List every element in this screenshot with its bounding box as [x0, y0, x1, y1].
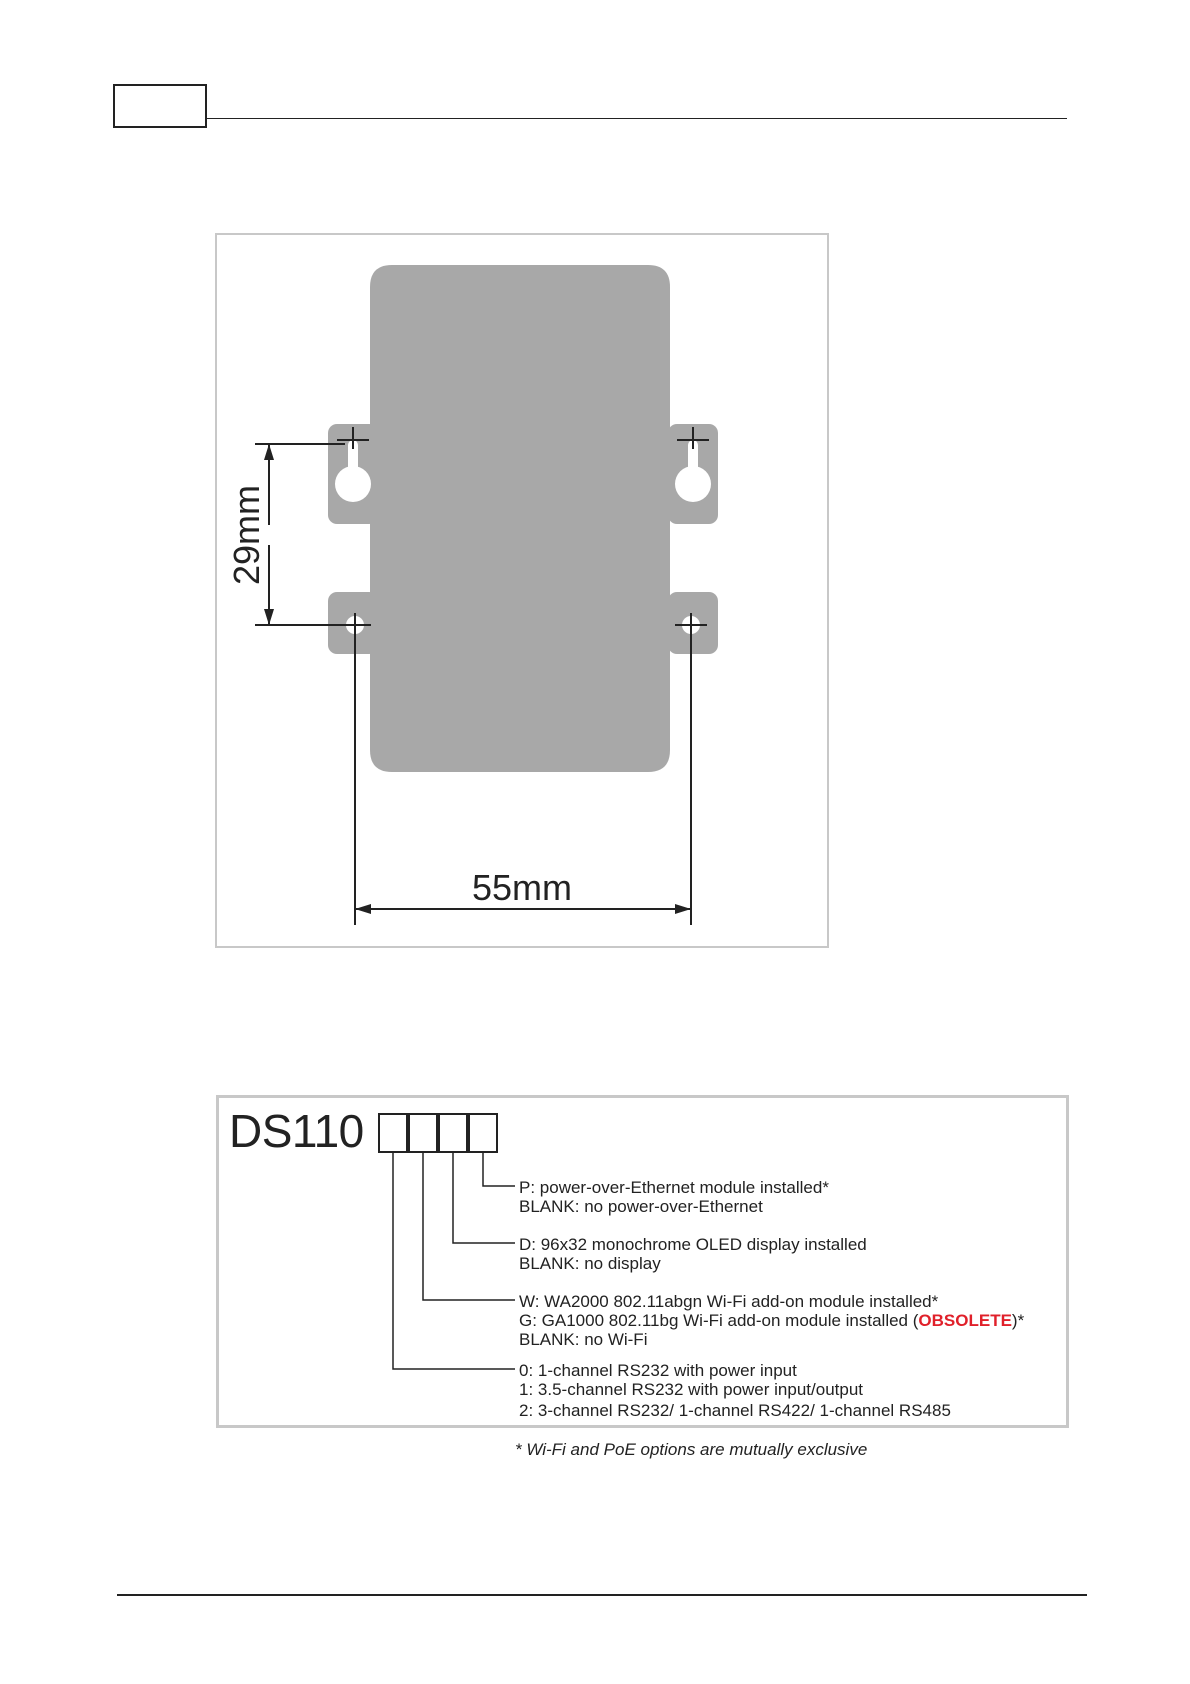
option-display-blank: BLANK: no display: [519, 1254, 661, 1273]
option-poe-blank: BLANK: no power-over-Ethernet: [519, 1197, 763, 1216]
width-dimension-label: 55mm: [471, 867, 573, 908]
ordering-code-frame: [216, 1095, 1069, 1428]
option-boxes: [379, 1114, 497, 1152]
option-box-1: [379, 1114, 407, 1152]
leader-wifi: [423, 1152, 515, 1300]
height-dimension-label: 29mm: [226, 484, 267, 586]
leader-lines: [393, 1152, 515, 1369]
mounting-diagram: [217, 235, 831, 950]
header-rule: [207, 118, 1067, 119]
leader-display: [453, 1152, 515, 1243]
page-number-box: [113, 84, 207, 128]
footer-rule: [117, 1594, 1087, 1596]
option-box-3: [439, 1114, 467, 1152]
option-wifi-blank: BLANK: no Wi-Fi: [519, 1330, 648, 1349]
option-poe-installed: P: power-over-Ethernet module installed*: [519, 1178, 829, 1197]
option-wifi-ga1000: [519, 1311, 1024, 1330]
obsolete-suffix: )*: [1011, 1311, 1025, 1330]
option-wifi-wa2000: W: WA2000 802.11abgn Wi-Fi add-on module installed*: [519, 1292, 939, 1311]
option-serial-0: 0: 1-channel RS232 with power input: [519, 1361, 797, 1380]
model-code: DS110: [229, 1105, 364, 1157]
option-serial-2: 2: 3-channel RS232/ 1-channel RS422/ 1-channel RS485: [519, 1401, 951, 1420]
ordering-footnote: * Wi-Fi and PoE options are mutually exclusive: [515, 1440, 868, 1459]
leader-poe: [483, 1152, 515, 1186]
option-serial-1: 1: 3.5-channel RS232 with power input/output: [519, 1380, 864, 1399]
option-display-installed: D: 96x32 monochrome OLED display installed: [519, 1235, 867, 1254]
option-wifi-ga1000-text: G: GA1000 802.11bg Wi-Fi add-on module installed (: [519, 1311, 919, 1330]
option-box-2: [409, 1114, 437, 1152]
device-body: [370, 265, 670, 772]
option-box-4: [469, 1114, 497, 1152]
mounting-diagram-frame: [215, 233, 829, 948]
leader-serial: [393, 1152, 515, 1369]
obsolete-tag: OBSOLETE: [918, 1311, 1012, 1330]
